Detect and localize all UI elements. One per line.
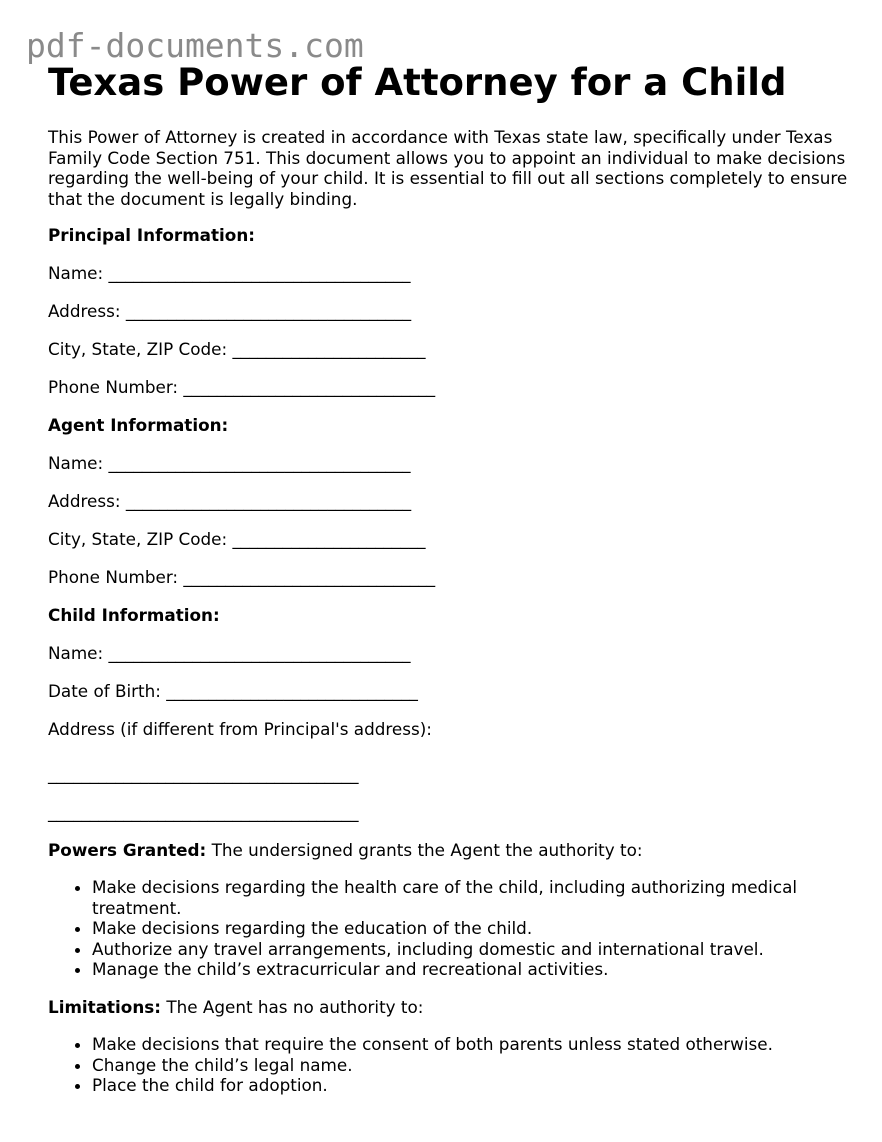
agent-name-field[interactable]: Name: ____________________________________ xyxy=(48,453,411,473)
principal-address-field[interactable]: Address: __________________________________ xyxy=(48,301,412,321)
page-title: Texas Power of Attorney for a Child xyxy=(48,61,787,104)
list-item: • Place the child for adoption. xyxy=(92,1075,848,1096)
powers-label: Powers Granted: xyxy=(48,839,207,860)
powers-paragraph xyxy=(48,840,848,861)
agent-address-field[interactable]: Address: __________________________________ xyxy=(48,491,412,511)
principal-city-field[interactable]: City, State, ZIP Code: _______________________ xyxy=(48,339,426,359)
child-name-field[interactable]: Name: ____________________________________ xyxy=(48,643,411,663)
child-heading: Child Information: xyxy=(48,605,220,625)
child-dob-field[interactable]: Date of Birth: ______________________________ xyxy=(48,681,418,701)
child-address-line-1[interactable]: _____________________________________ xyxy=(48,763,359,784)
child-section xyxy=(48,605,848,822)
list-item: • Make decisions regarding the education of the child. xyxy=(92,918,848,939)
principal-section xyxy=(48,225,848,398)
principal-name-field[interactable]: Name: ____________________________________ xyxy=(48,263,411,283)
limitations-paragraph xyxy=(48,997,848,1018)
child-address-line-2[interactable]: _____________________________________ xyxy=(48,801,359,822)
limitations-text: The Agent has no authority to: xyxy=(160,996,424,1017)
agent-section xyxy=(48,415,848,588)
limitations-list xyxy=(48,1034,848,1096)
document-body xyxy=(48,127,848,1113)
list-item: • Make decisions that require the consent of both parents unless stated otherwise. xyxy=(92,1034,848,1055)
agent-phone-field[interactable]: Phone Number: ______________________________ xyxy=(48,567,436,587)
list-item: • Authorize any travel arrangements, including domestic and international travel. xyxy=(92,939,848,960)
principal-heading: Principal Information: xyxy=(48,225,255,245)
principal-phone-field[interactable]: Phone Number: ______________________________ xyxy=(48,377,436,397)
child-address-label: Address (if different from Principal's address): xyxy=(48,719,432,739)
list-item: • Make decisions regarding the health care of the child, including authorizing medical treatment. xyxy=(92,877,848,918)
intro-paragraph: This Power of Attorney is created in accordance with Texas state law, specifically under Texas Family Code Section 751. This document allows you to appoint an individual to make decisions regarding the well-being of your child. It is essential to fill out all sections completely to ensure that the document is legally binding. xyxy=(48,127,848,209)
list-item: • Manage the child’s extracurricular and recreational activities. xyxy=(92,959,848,980)
agent-city-field[interactable]: City, State, ZIP Code: _______________________ xyxy=(48,529,426,549)
powers-text: The undersigned grants the Agent the authority to: xyxy=(206,839,643,860)
limitations-label: Limitations: xyxy=(48,996,161,1017)
powers-list xyxy=(48,877,848,980)
agent-heading: Agent Information: xyxy=(48,415,229,435)
watermark: pdf-documents.com xyxy=(26,26,364,65)
list-item: • Change the child’s legal name. xyxy=(92,1055,848,1076)
